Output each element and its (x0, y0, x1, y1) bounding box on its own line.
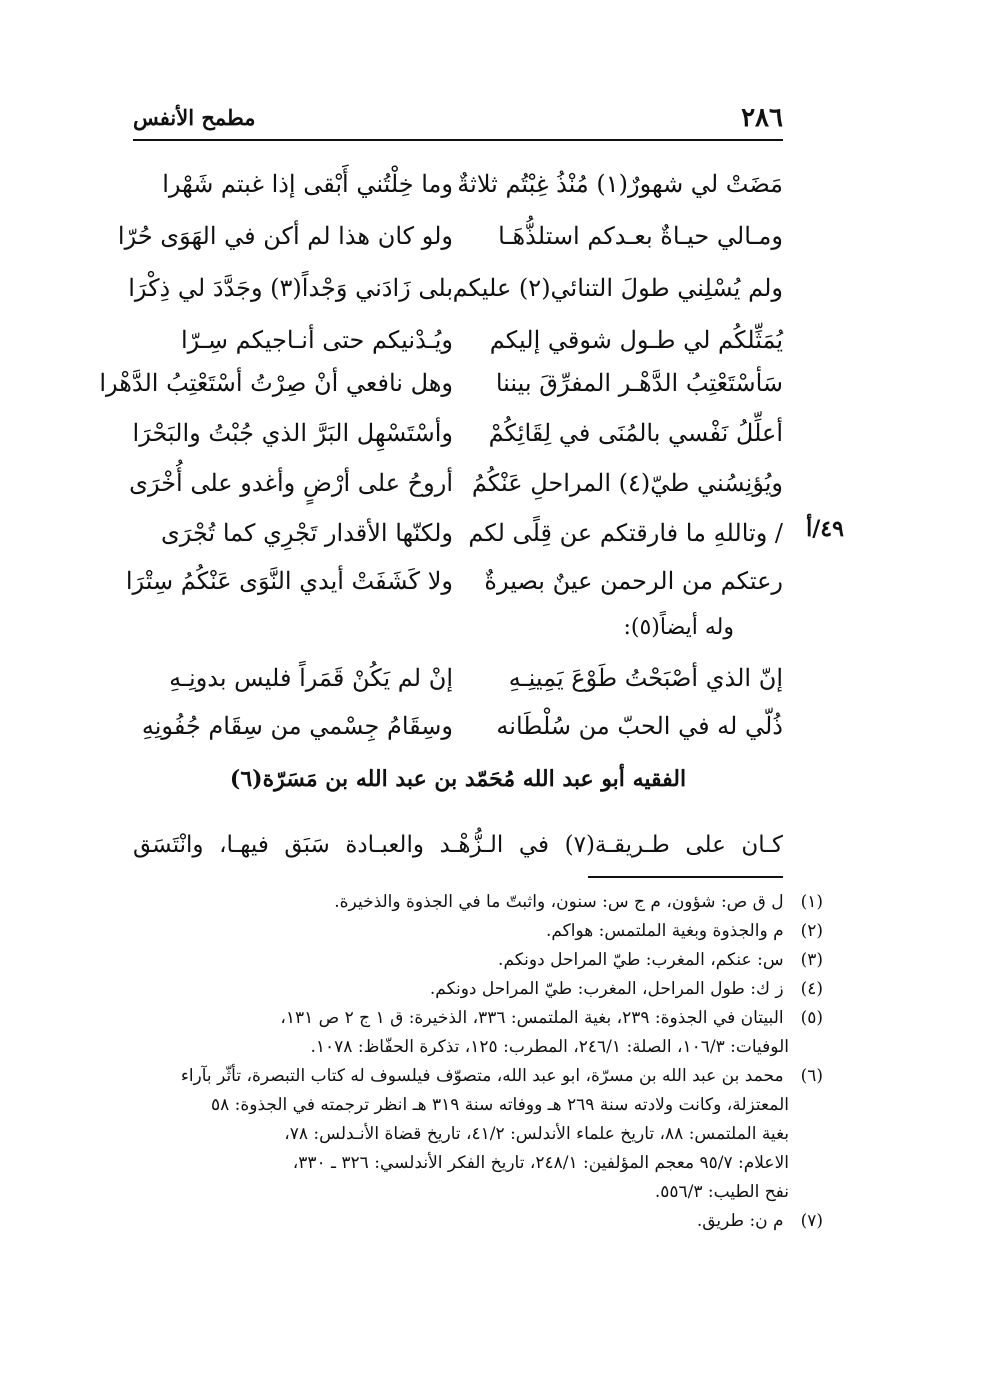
verse-second-hemistich: وهل نافعي أنْ صِرْتُ أسْتَعْتِبُ الدَّهْرا (99, 369, 453, 397)
footnote-marker: (٦) (800, 1066, 823, 1086)
verse-second-hemistich: وسِقَامُ جِسْمي من سِقَام جُفُونِهِ (141, 712, 453, 740)
footnote-text: محمد بن عبد الله بن مسرّة، ابو عبد الله، متصوّف فيلسوف له كتاب التبصرة، تأثّر بآراء (180, 1066, 784, 1086)
body-text-line: كـان على طـريقـة(٧) في الـزُّهْـد والعبـادة سَبَق فيهـا، وانْتَسَق (133, 832, 783, 858)
verse-first-hemistich: / وتاللهِ ما فارقتكم عن قِلًى لكم (468, 519, 783, 547)
verse-second-hemistich: وأسْتَسْهِل البَرَّ الذي جُبْتُ والبَحْرَا (132, 419, 453, 447)
footnote-text-continued: المعتزلة، وكانت ولادته سنة ٢٦٩ هـ ووفاته سنة ٣١٩ هـ انظر ترجمته في الجذوة: ٥٨ (210, 1095, 789, 1115)
book-title: مطمح الأنفس (133, 105, 256, 130)
verse-line (133, 158, 783, 210)
verse-line (133, 407, 783, 459)
running-head (133, 100, 783, 136)
verse-first-hemistich: رعتكم من الرحمن عينٌ بصيرةٌ (484, 567, 783, 595)
footnote (133, 1062, 823, 1207)
footnote (133, 1004, 823, 1062)
footnote-text: م ن: طريق. (696, 1211, 784, 1231)
footnote (133, 888, 823, 917)
verse-line (133, 507, 783, 559)
footnote-text-continued: الوفيات: ١٠٦/٣، الصلة: ٢٤٦/١، المطرب: ١٢٥، تذكرة الحفّاظ: ١٠٧٨. (310, 1037, 789, 1057)
verse-first-hemistich: سَأسْتَعْتِبُ الدَّهْـر المفرِّقَ بيننا (495, 369, 783, 397)
verse-line (129, 457, 783, 509)
footnote-marker: (١) (800, 892, 823, 912)
verse-second-hemistich: ولكنّها الأقدار تَجْرِي كما تُجْرَى (161, 519, 453, 547)
verse-second-hemistich: إنْ لم يَكُنْ قَمَراً فليس بدونِـهِ (169, 664, 453, 692)
verse-line (125, 555, 783, 607)
footnote-text-continued: نفح الطيب: ٥٥٦/٣. (654, 1182, 789, 1202)
verse-second-hemistich: ويُـدْنيكم حتى أنـاجيكم سِـرّا (180, 326, 453, 354)
footnote (133, 946, 823, 975)
footnote-marker: (٧) (800, 1211, 823, 1231)
footnote-text-continued: الاعلام: ٩٥/٧ معجم المؤلفين: ٢٤٨/١، تاريخ الفكر الأندلسي: ٣٢٦ ـ ٣٣٠، (292, 1153, 789, 1173)
footnote (133, 975, 823, 1004)
verse-first-hemistich: ولم يُسْلِني طولَ التنائي(٢) عليكم (452, 274, 783, 302)
footnote (133, 1207, 823, 1236)
footnote-marker: (٣) (800, 950, 823, 970)
verse-second-hemistich: بلى زَادَني وَجْداً(٣) وجَدَّدَ لي ذِكْرَا (128, 274, 453, 302)
page-number: ٢٨٦ (741, 103, 783, 133)
verse-line (99, 357, 783, 409)
verse-second-hemistich: ولو كان هذا لم أكن في الهَوَى حُرّا (117, 222, 453, 250)
footnote-text: م والجذوة وبغية الملتمس: هواكم. (545, 921, 784, 941)
poem-intro: وله أيضاً(٥): (623, 615, 734, 640)
footnote-text: ل ق ص: شؤون، م ج س: سنون، واثبتّ ما في الجذوة والذخيرة. (334, 892, 784, 912)
verse-second-hemistich: وما خِلْتُني أَبْقى إذا غبتم شَهْرا (162, 170, 453, 198)
verse-first-hemistich: إنّ الذي أصْبَحْتُ طَوْعَ يَمِينِـهِ (508, 664, 783, 692)
verse-first-hemistich: ويُؤنِسُني طيّ(٤) المراحلِ عَنْكُمُ (471, 469, 783, 497)
footnote-text: البيتان في الجذوة: ٢٣٩، بغية الملتمس: ٣٣٦، الذخيرة: ق ١ ج ٢ ص ١٣١، (280, 1008, 784, 1028)
verse-first-hemistich: مَضَتْ لي شهورٌ(١) مُنْذُ غِبْتُم ثلاثةٌ (457, 170, 783, 198)
verse-first-hemistich: أعلِّلُ نَفْسي بالمُنَى في لِقَائِكُمْ (488, 419, 783, 447)
manuscript-folio-marker: ٤٩/أ (806, 516, 844, 542)
footnote-marker: (٥) (800, 1008, 823, 1028)
verse-line (133, 700, 783, 752)
footnote-text-continued: بغية الملتمس: ٨٨، تاريخ علماء الأندلس: ٤١/٢، تاريخ قضاة الأنـدلس: ٧٨، (284, 1124, 789, 1144)
header-rule (133, 139, 783, 141)
verse-line (133, 652, 783, 704)
footnote-marker: (٤) (800, 979, 823, 999)
verse-second-hemistich: أروحُ على أرْضٍ وأغدو على أُخْرَى (129, 469, 453, 497)
verse-first-hemistich: يُمَثِّلكُم لي طـول شوقي إليكم (489, 326, 783, 354)
section-heading: الفقيه أبو عبد الله مُحَمّد بن عبد الله بن مَسَرّة(٦) (229, 766, 687, 792)
footnote-rule (588, 876, 783, 878)
footnote (133, 917, 823, 946)
verse-first-hemistich: ذُلّي له في الحبّ من سُلْطَانه (496, 712, 783, 740)
footnotes (133, 888, 823, 1236)
verse-first-hemistich: ومـالي حيـاةٌ بعـدكم استلذُّهَـا (498, 222, 783, 250)
footnote-text: س: عنكم، المغرب: طيّ المراحل دونكم. (498, 950, 784, 970)
footnote-text: ز ك: طول المراحل، المغرب: طيّ المراحل دونكم. (429, 979, 784, 999)
verse-line (128, 262, 783, 314)
footnote-marker: (٢) (800, 921, 823, 941)
verse-second-hemistich: ولا كَشَفَتْ أيدي النَّوَى عَنْكُمُ سِتْرَا (125, 567, 453, 595)
verse-line (117, 210, 783, 262)
